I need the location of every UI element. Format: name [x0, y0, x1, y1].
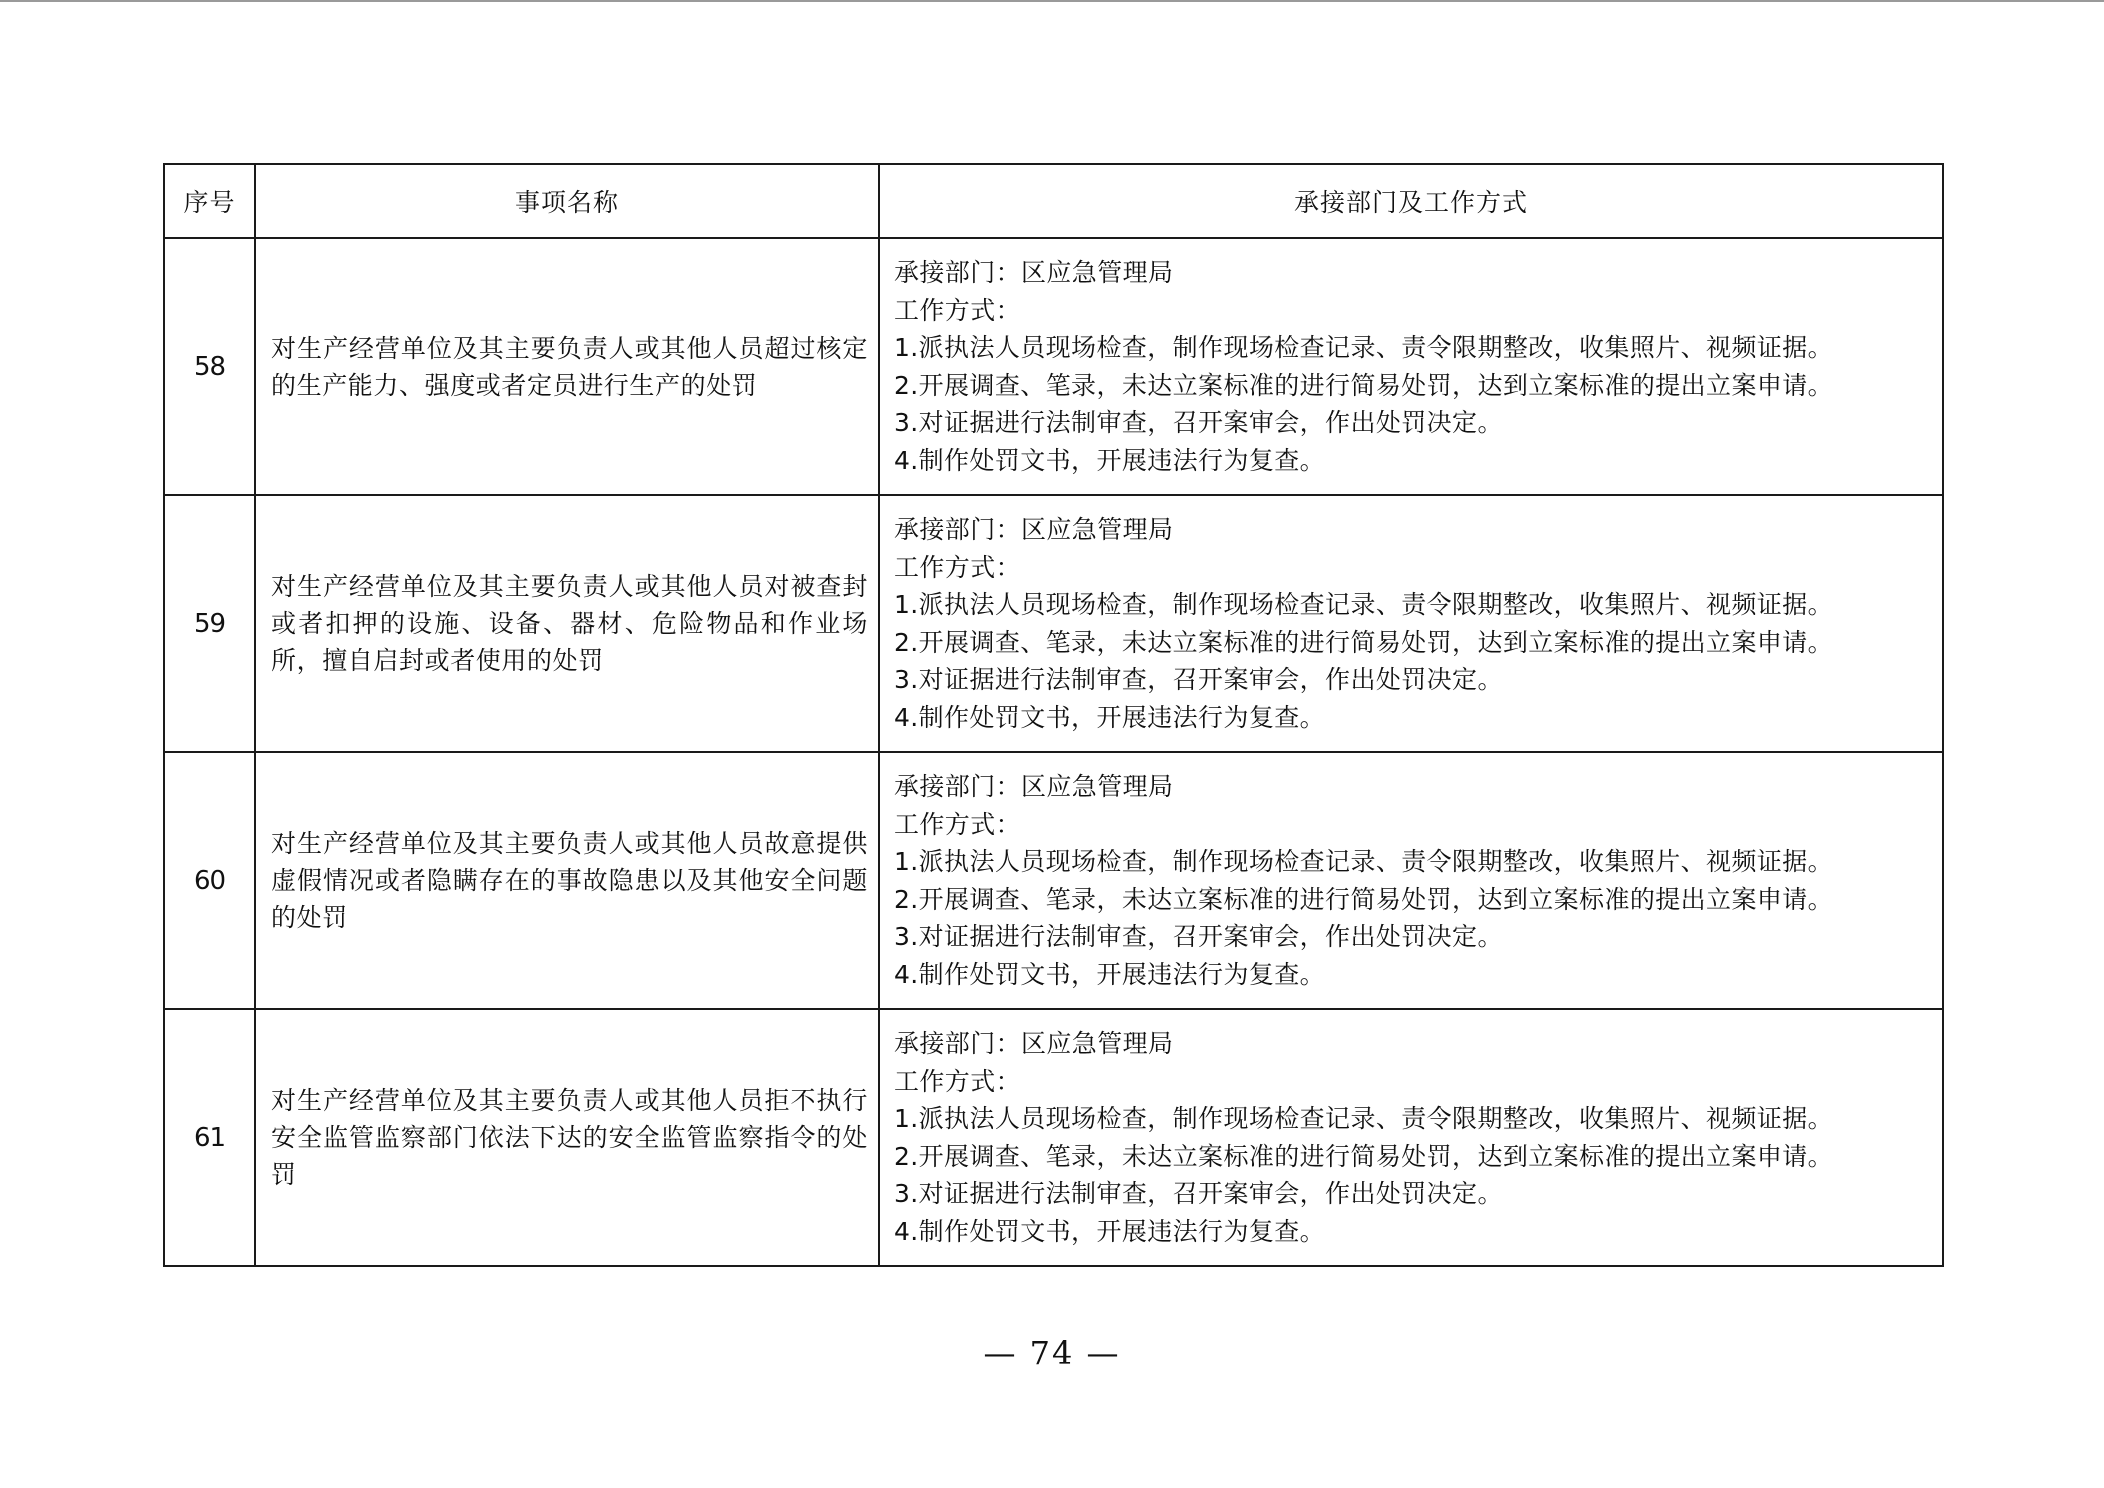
work-method-label: 工作方式： — [894, 1066, 1022, 1096]
work-step: 1.派执法人员现场检查，制作现场检查记录、责令限期整改，收集照片、视频证据。 — [894, 1104, 1834, 1133]
work-step: 3.对证据进行法制审查，召开案审会，作出处罚决定。 — [894, 408, 1503, 437]
row-matter-name: 对生产经营单位及其主要负责人或其他人员故意提供虚假情况或者隐瞒存在的事故隐患以及其他安全问题的处罚 — [255, 752, 879, 1009]
work-method-label: 工作方式： — [894, 552, 1022, 582]
work-step: 2.开展调查、笔录，未达立案标准的进行简易处罚，达到立案标准的提出立案申请。 — [894, 627, 1834, 657]
header-dept-and-method: 承接部门及工作方式 — [879, 164, 1943, 238]
work-step: 4.制作处罚文书，开展违法行为复查。 — [894, 959, 1326, 989]
row-dept-method — [879, 495, 1943, 752]
work-step: 2.开展调查、笔录，未达立案标准的进行简易处罚，达到立案标准的提出立案申请。 — [894, 884, 1834, 914]
work-step: 4.制作处罚文书，开展违法行为复查。 — [894, 445, 1326, 475]
dept-line: 承接部门：区应急管理局 — [894, 1029, 1174, 1058]
row-dept-method — [879, 752, 1943, 1009]
row-matter-name: 对生产经营单位及其主要负责人或其他人员超过核定的生产能力、强度或者定员进行生产的处罚 — [255, 238, 879, 495]
page-number: — 74 — — [983, 1334, 1121, 1372]
work-step: 4.制作处罚文书，开展违法行为复查。 — [894, 1216, 1326, 1246]
row-serial-no: 58 — [164, 238, 255, 495]
table-row — [164, 752, 1943, 1009]
work-method-label: 工作方式： — [894, 809, 1022, 839]
dept-line: 承接部门：区应急管理局 — [894, 515, 1174, 544]
work-method-label: 工作方式： — [894, 295, 1022, 325]
table-row — [164, 495, 1943, 752]
table-row — [164, 238, 1943, 495]
row-dept-method — [879, 1009, 1943, 1266]
matters-table — [163, 163, 1944, 1267]
header-matter-name: 事项名称 — [255, 164, 879, 238]
row-serial-no: 61 — [164, 1009, 255, 1266]
work-step: 4.制作处罚文书，开展违法行为复查。 — [894, 702, 1326, 732]
work-step: 1.派执法人员现场检查，制作现场检查记录、责令限期整改，收集照片、视频证据。 — [894, 333, 1834, 362]
row-serial-no: 60 — [164, 752, 255, 1009]
row-matter-name: 对生产经营单位及其主要负责人或其他人员对被查封或者扣押的设施、设备、器材、危险物品和作业场所，擅自启封或者使用的处罚 — [255, 495, 879, 752]
row-dept-method — [879, 238, 1943, 495]
work-step: 2.开展调查、笔录，未达立案标准的进行简易处罚，达到立案标准的提出立案申请。 — [894, 370, 1834, 400]
table-row — [164, 1009, 1943, 1266]
row-matter-name: 对生产经营单位及其主要负责人或其他人员拒不执行安全监管监察部门依法下达的安全监管监察指令的处罚 — [255, 1009, 879, 1266]
work-step: 2.开展调查、笔录，未达立案标准的进行简易处罚，达到立案标准的提出立案申请。 — [894, 1141, 1834, 1171]
top-border-line — [0, 0, 2104, 2]
work-step: 1.派执法人员现场检查，制作现场检查记录、责令限期整改，收集照片、视频证据。 — [894, 590, 1834, 619]
work-step: 1.派执法人员现场检查，制作现场检查记录、责令限期整改，收集照片、视频证据。 — [894, 847, 1834, 876]
dept-line: 承接部门：区应急管理局 — [894, 772, 1174, 801]
dept-line: 承接部门：区应急管理局 — [894, 258, 1174, 287]
work-step: 3.对证据进行法制审查，召开案审会，作出处罚决定。 — [894, 1179, 1503, 1208]
header-serial-no: 序号 — [164, 164, 255, 238]
table-header-row — [164, 164, 1943, 238]
work-step: 3.对证据进行法制审查，召开案审会，作出处罚决定。 — [894, 922, 1503, 951]
row-serial-no: 59 — [164, 495, 255, 752]
work-step: 3.对证据进行法制审查，召开案审会，作出处罚决定。 — [894, 665, 1503, 694]
